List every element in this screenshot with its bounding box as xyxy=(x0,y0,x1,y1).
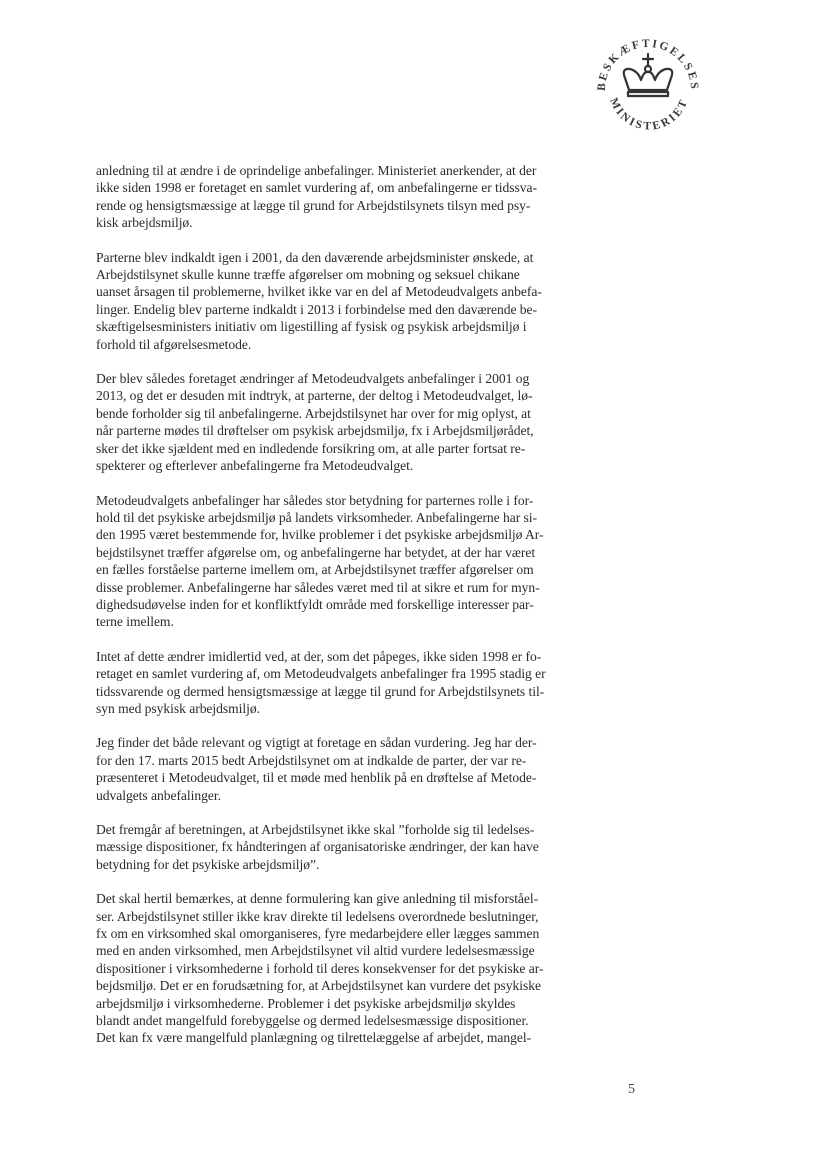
paragraph xyxy=(96,162,588,232)
crown-icon xyxy=(624,54,672,96)
text-line: fx om en virksomhed skal omorganiseres, fyre medarbejdere eller lægges sammen xyxy=(96,926,540,942)
text-line: en fælles forståelse parterne imellem om, at Arbejdstilsynet træffer afgørelser om xyxy=(96,562,534,578)
text-line: dighedsudøvelse inden for et konfliktfyldt område med forskellige interesser par- xyxy=(96,596,534,612)
paragraph xyxy=(96,492,588,631)
text-line: tidssvarende og dermed hensigtsmæssige at lægge til grund for Arbejdstilsynets til- xyxy=(96,683,545,699)
text-line: rende og hensigtsmæssige at lægge til grund for Arbejdstilsynets tilsyn med psy- xyxy=(96,197,531,213)
text-line: bejdsmiljø. Det er en forudsætning for, at Arbejdstilsynet kan vurdere det psykiske xyxy=(96,978,541,994)
text-line: ser. Arbejdstilsynet stiller ikke krav direkte til ledelsens overordnede beslutninger, xyxy=(96,908,539,924)
text-line: betydning for det psykiske arbejdsmiljø”. xyxy=(96,856,320,872)
text-line: uanset årsagen til problemerne, hvilket ikke var en del af Metodeudvalgets anbefa- xyxy=(96,284,542,300)
text-line: syn med psykisk arbejdsmiljø. xyxy=(96,700,260,716)
text-line: sker det ikke sjældent med en indledende forsikring om, at alle parter fortsat re- xyxy=(96,440,526,456)
ministry-logo xyxy=(583,16,713,146)
text-line: arbejdsmiljø i virksomhederne. Problemer i det psykiske arbejdsmiljø skyldes xyxy=(96,995,516,1011)
text-line: dispositioner i virksomhederne i forhold til deres konsekvenser for det psykiske ar- xyxy=(96,960,544,976)
paragraph xyxy=(96,821,588,873)
text-line: terne imellem. xyxy=(96,614,174,630)
text-line: når parterne mødes til drøftelser om psykisk arbejdsmiljø, fx i Arbejdsmiljørådet, xyxy=(96,423,534,439)
text-line: Parterne blev indkaldt igen i 2001, da den daværende arbejdsminister ønskede, at xyxy=(96,249,534,265)
text-line: retaget en samlet vurdering af, om Metodeudvalgets anbefalinger fra 1995 stadig er xyxy=(96,666,546,682)
text-line: kisk arbejdsmiljø. xyxy=(96,215,193,231)
text-line: den 1995 været bestemmende for, hvilke problemer i det psykiske arbejdsmiljø Ar- xyxy=(96,527,544,543)
paragraph xyxy=(96,370,588,474)
text-line: med en anden virksomhed, men Arbejdstilsynet vil altid vurdere ledelsesmæssige xyxy=(96,943,535,959)
text-line: Det kan fx være mangelfuld planlægning og tilrettelæggelse af arbejdet, mangel- xyxy=(96,1030,532,1046)
text-line: Intet af dette ændrer imidlertid ved, at der, som det påpeges, ikke siden 1998 er fo- xyxy=(96,648,542,664)
paragraph xyxy=(96,249,588,353)
text-line: udvalgets anbefalinger. xyxy=(96,787,221,803)
logo-text-top: BESKÆFTIGELSES xyxy=(595,37,701,92)
text-line: spekterer og efterlever anbefalingerne fra Metodeudvalget. xyxy=(96,458,414,474)
text-line: 2013, og det er desuden mit indtryk, at parterne, der deltog i Metodeudvalget, lø- xyxy=(96,388,533,404)
paragraph xyxy=(96,890,588,1047)
text-line: Der blev således foretaget ændringer af Metodeudvalgets anbefalinger i 2001 og xyxy=(96,371,530,387)
text-line: bende forholder sig til anbefalingerne. Arbejdstilsynet har over for mig oplyst, at xyxy=(96,405,531,421)
text-line: Arbejdstilsynet skulle kunne træffe afgørelser om mobning og seksuel chikane xyxy=(96,267,520,283)
text-line: disse problemer. Anbefalingerne har således været med til at sikre et rum for myn- xyxy=(96,579,540,595)
text-line: bejdstilsynet træffer afgørelse om, og anbefalingerne har betydet, at der har været xyxy=(96,544,536,560)
text-line: ikke siden 1998 er foretaget en samlet vurdering af, om anbefalingerne er tidssva- xyxy=(96,180,537,196)
paragraph xyxy=(96,734,588,804)
text-line: skæftigelsesministers initiativ om ligestilling af fysisk og psykisk arbejdsmiljø i xyxy=(96,319,527,335)
page-number: 5 xyxy=(628,1082,635,1097)
text-line: Metodeudvalgets anbefalinger har således stor betydning for parternes rolle i for- xyxy=(96,492,534,508)
text-line: Jeg finder det både relevant og vigtigt at foretage en sådan vurdering. Jeg har der- xyxy=(96,735,537,751)
letter-body xyxy=(96,162,588,1064)
text-line: for den 17. marts 2015 bedt Arbejdstilsynet om at indkalde de parter, der var re- xyxy=(96,752,527,768)
text-line: blandt andet mangelfuld forebyggelse og dermed ledelsesmæssige dispositioner. xyxy=(96,1013,529,1029)
text-line: præsenteret i Metodeudvalget, til et møde med henblik på en drøftelse af Metode- xyxy=(96,770,537,786)
text-line: mæssige dispositioner, fx håndteringen af organisatoriske ændringer, der kan have xyxy=(96,839,539,855)
paragraph xyxy=(96,648,588,718)
text-line: linger. Endelig blev parterne indkaldt i 2013 i forbindelse med den daværende be- xyxy=(96,301,538,317)
text-line: anledning til at ændre i de oprindelige anbefalinger. Ministeriet anerkender, at der xyxy=(96,163,537,178)
text-line: forhold til afgørelsesmetode. xyxy=(96,336,252,352)
text-line: hold til det psykiske arbejdsmiljø på landets virksomheder. Anbefalingerne har si- xyxy=(96,509,537,525)
text-line: Det skal hertil bemærkes, at denne formulering kan give anledning til misforståel- xyxy=(96,891,539,907)
logo-text-bottom: MINISTERIET xyxy=(607,96,691,133)
text-line: Det fremgår af beretningen, at Arbejdstilsynet ikke skal ”forholde sig til ledelses- xyxy=(96,822,535,837)
